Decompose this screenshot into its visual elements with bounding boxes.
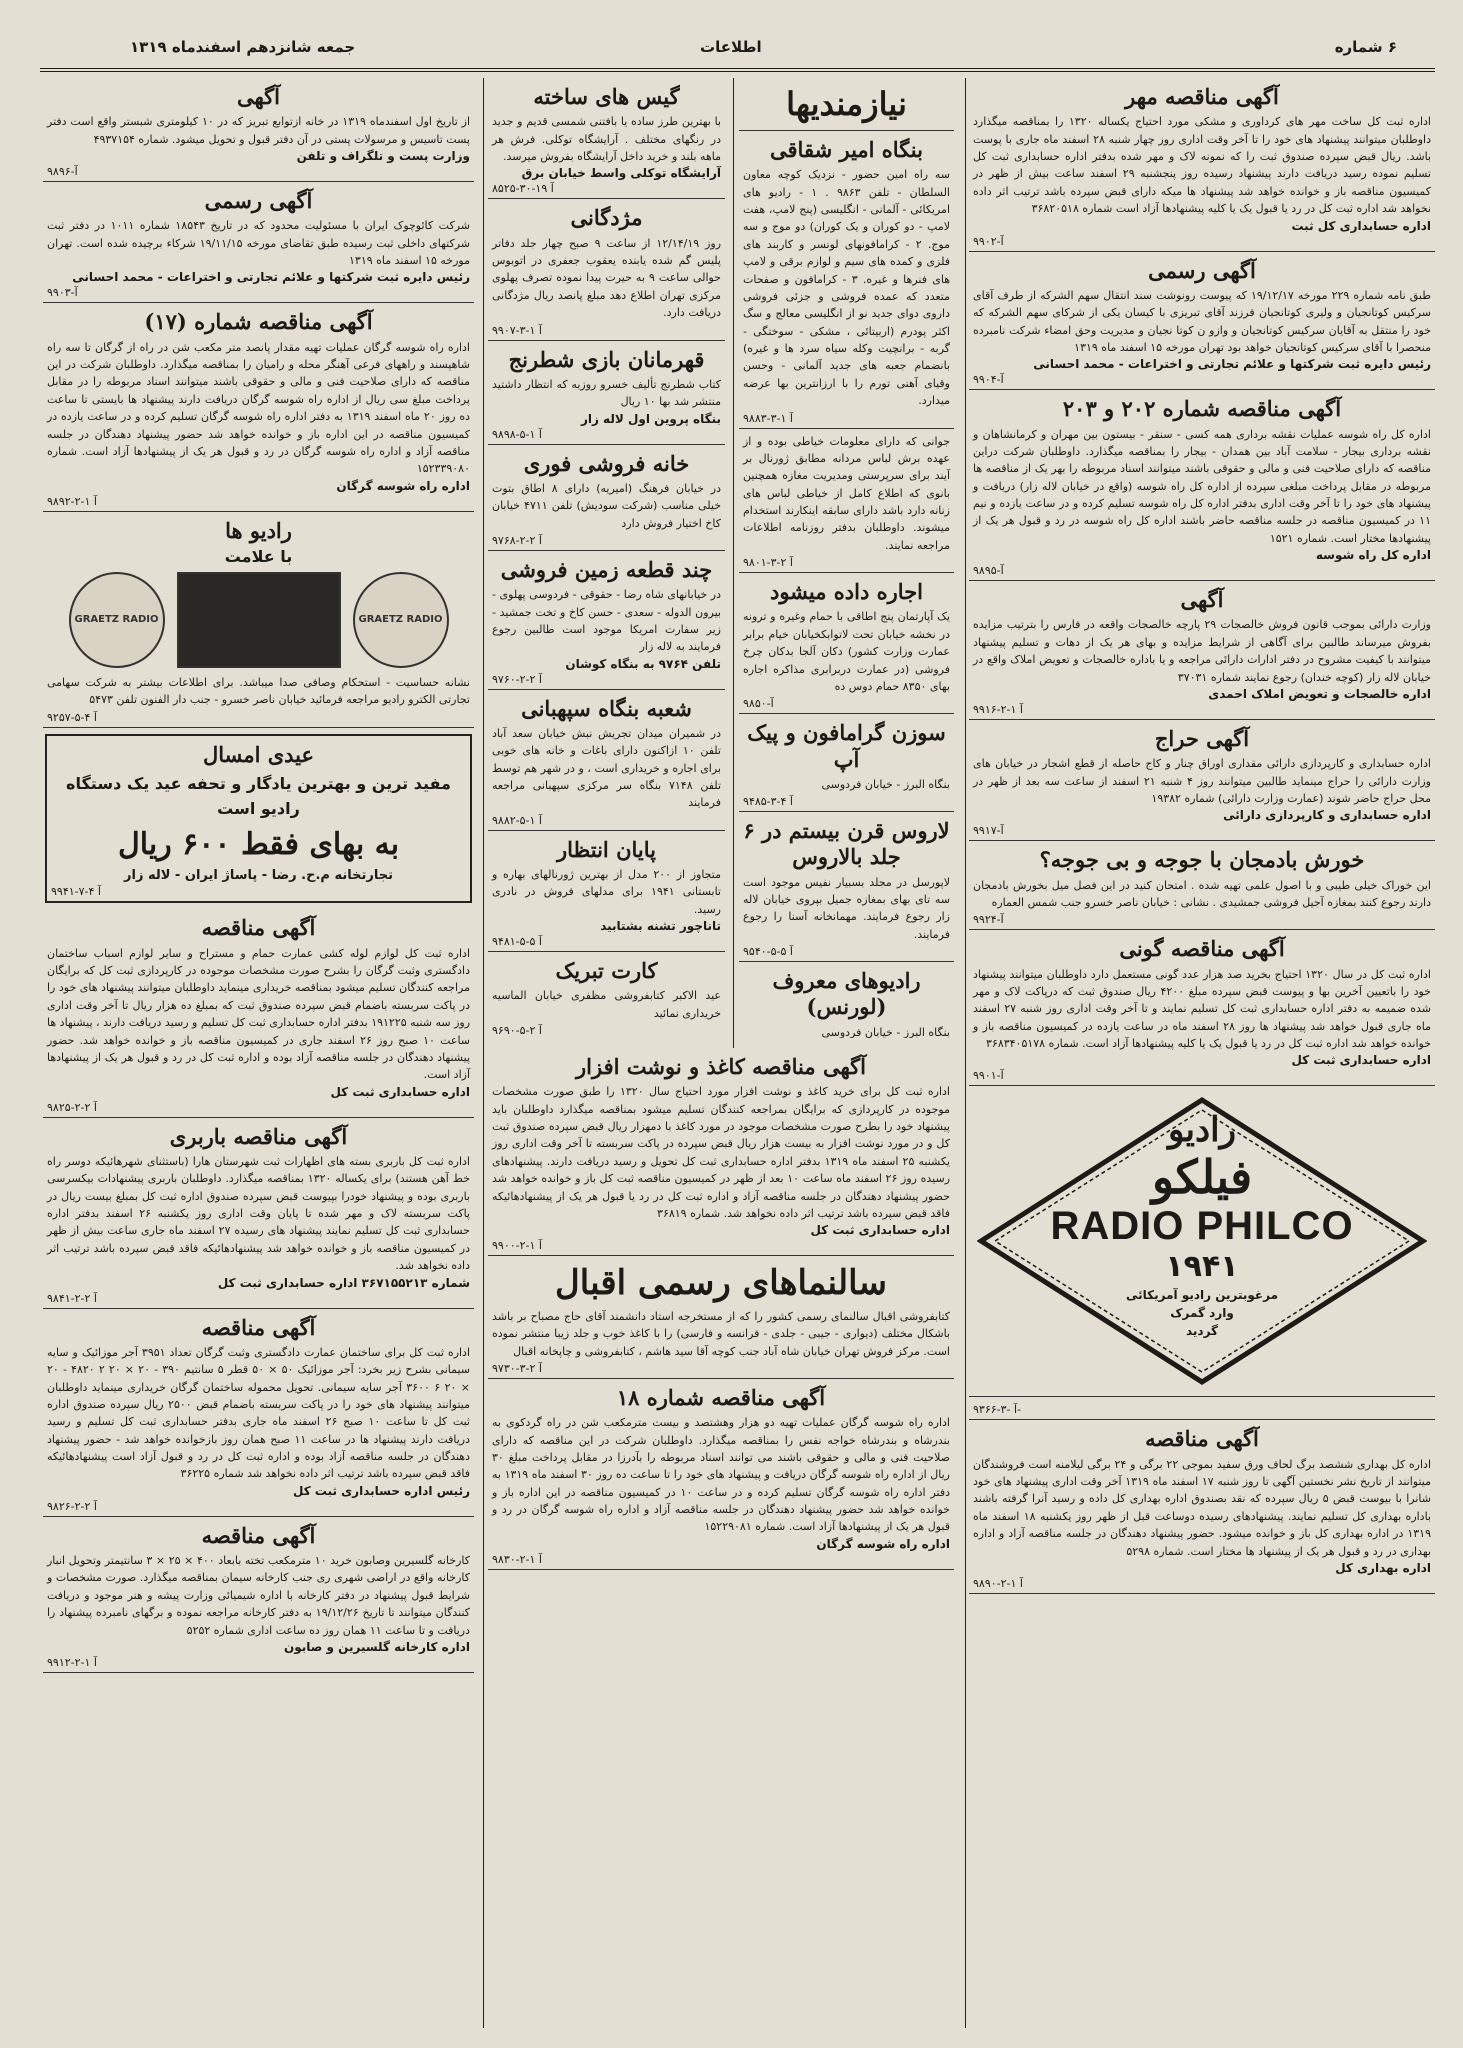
ad-code: ۹۹۰۱-آ: [973, 1069, 1004, 1083]
ad-title: آگهی مناقصه: [1145, 1426, 1259, 1452]
ad-body: نشانه حساسیت - استحکام وصافی صدا میباشد. برای اطلاعات بیشتر به شرکت سهامی تجارتی الکترو رادیو مراجعه فرمائید خیابان ناصر خسرو - جنب دار الفنون تلفن ۵۴۷۳: [47, 675, 470, 707]
column-rule: [733, 78, 734, 1048]
column-2-3-bottom: [488, 1048, 954, 2033]
ad-block: [488, 690, 725, 831]
ad-title: آگهی مناقصه مهر: [1125, 84, 1279, 109]
ad-title: رادیوهای معروف (لورنس): [772, 968, 921, 1020]
graetz-logo-icon: GRAETZ RADIO: [353, 572, 449, 668]
ad-title: آگهی رسمی: [1148, 257, 1256, 283]
ad-signature: شماره ۳۶۷۱۵۵۲۱۳ اداره حسابداری ثبت کل: [217, 1275, 470, 1290]
ad-block: [739, 812, 954, 962]
ad-title: چند قطعه زمین فروشی: [500, 556, 713, 582]
ad-body: کارخانه گلسیرین وصابون خرید ۱۰ مترمکعب تخته بابعاد ۴۰۰ × ۲۵ × ۳ سانتیمتر وتحویل انبار کارخانه واقع در اراضی شهری ری جنب کارخانه سیمان بمناقصه میگذارد. صورت مشخصات و شرایط قبول پیشنهاد در دفتر کارخانه با اداره شیمیائی وزارت پیشه و هنر موجود و دریافت کنندگان میتوانند تا تاریخ ۱۹/۱۲/۲۶ به دفتر کارخانه مراجعه نموده و برگهای نامبرده پیشنهاد را دریافت و تا ساعت ۱۱ همان روز ده ساعت اداری شماره ۵۲۵۲: [47, 1554, 470, 1637]
ad-code: ۹۳۶۶-آ -۳-: [973, 1403, 1022, 1417]
ad-title: سوزن گرامافون و پیک آپ: [747, 720, 946, 772]
ad-code: ۹۵۴۰-آ ۵-۵: [743, 945, 793, 959]
ad-code: ۹۸۹۰-آ ۱-۲: [973, 1576, 1023, 1590]
philco-sub2: وارد گمرک: [1170, 1306, 1234, 1321]
ad-title: بنگاه امیر شقاقی: [770, 137, 923, 162]
ad-signature: اداره حسابداری کل ثبت: [1291, 218, 1431, 233]
ad-signature: اداره کل راه شوسه: [1315, 548, 1431, 563]
ad-body: شرکت کائوچوک ایران با مسئولیت محدود که در تاریخ ۱۸۵۴۳ شماره ۱۰۱۱ در دفتر ثبت شرکتهای داخلی ثبت رسیده طبق تقاضای مورخه ۱۹/۱۱/۱۵ شرکاء برچیده شده است. تهران مورخه ۱۵ اسفند ماه ۱۳۱۹: [47, 219, 471, 267]
ad-block: [43, 182, 474, 303]
ad-code: ۹۹۴۱-آ ۴-۷: [51, 885, 101, 899]
ad-block: [739, 78, 954, 131]
ad-body: با بهترین طرز ساده یا بافتنی شمسی قدیم و جدید در رنگهای مختلف . آرایشگاه توکلی. فرش هر ماهه بلند و خرید داخل آرایشگاه بفروش میرسد.: [492, 115, 721, 163]
ad-signature: تلفن ۹۷۶۴ به بنگاه کوشان: [565, 656, 721, 671]
ad-block: [43, 1309, 474, 1517]
graetz-logo-row: [47, 572, 470, 668]
ad-block: [488, 341, 725, 445]
ad-body: اداره حسابداری و کارپردازی دارائی مقداری اوراق چنار و کاج حاصله از قطع اشجار در خیابان های وزارت دارائی را حراج مینماید طالبین میتوانند روز ۴ شنبه ۲۱ اسفند از ساعت سه بعد از ظهر در محل حراج حاضر شوند (عمارت وزارت دارائی) شماره ۱۹۳۸۲: [973, 757, 1431, 805]
philco-english: RADIO PHILCO: [1050, 1204, 1354, 1249]
ad-body: در شمیران میدان تجریش نبش خیابان سعد آباد تلفن ۱۰ ازاکنون دارای باغات و خانه های خوبی برای اجاره و خریداری است ، و در شهر هم توسط تلفن ۷۱۴۸ بنگاه سر مرکزی سپهبانی مراجعه فرمایند: [492, 726, 722, 810]
ad-block: [739, 962, 954, 1038]
ad-signature: رئیس دایره ثبت شرکتها و علائم تجارتی و اختراعات - محمد احسانی: [72, 270, 470, 285]
ad-signature: رئیس دایره ثبت شرکتها و علائم تجارتی و اختراعات - محمد احسانی: [1033, 357, 1431, 372]
ad-signature: اداره حسابداری و کارپردازی دارائی: [1223, 808, 1431, 823]
ad-block: [969, 1420, 1435, 1594]
ad-signature: اداره کارخانه گلسیرین و صابون: [283, 1639, 470, 1654]
ad-title: آگهی مناقصه باربری: [169, 1123, 348, 1149]
ad-title: خورش بادمجان با جوجه و بی جوجه؟: [1039, 847, 1365, 873]
ad-body: بنگاه البرز - خیابان فردوسی: [821, 1025, 950, 1038]
ad-block: [488, 952, 725, 1038]
ad-title: سالنماهای رسمی اقبال: [555, 1263, 887, 1304]
ad-code: ۹۸۳۰-آ ۱-۲: [492, 1552, 542, 1566]
ad-code: ۹۸۹۸-آ ۱-۵: [492, 427, 542, 441]
ad-body: اداره ثبت کل ساخت مهر های کرداوری و مشکی مورد احتیاج یکساله ۱۳۲۰ را بمناقصه میگذارد داوطلبان میتوانند پیشنهاد های خود را تا آخر وقت اداری روز چهار شنبه ۲۸ اسفند ماه جاری با پوست باشد. ریال قبض سپرده صندوق ثبت را که نمونه لاک و مهر شده بدفتر اداره حسابداری ثبت کل تسلیم نموده رسید دریافت دارند پیشنهاد رسیده روز پنجشنبه ۲۹ اسفند ساعت بیش از ظهر در کمیسیون مناقصه باز و خوانده خواهد شد پیشنهاد ها میکه دارای قبض سپرده باشد ترتیب اثر داده نخواهد شد اداره ثبت کل در رد یا قبول یک یا کلیه پیشنهادها آزاد است شماره ۳۶۸۲۰۵۱۸: [973, 115, 1431, 216]
newspaper-name: اطلاعات: [700, 38, 762, 56]
ad-code: ۹۸۵۰-آ: [743, 697, 774, 711]
ad-title: گیس های ساخته: [533, 84, 680, 109]
ad-code: ۹۴۸۵-آ ۴-۳: [743, 795, 793, 809]
ad-title: نیازمندیها: [786, 85, 907, 123]
ad-title: آگهی مناقصه: [201, 1314, 316, 1340]
ad-block: [488, 1256, 954, 1379]
ad-body: در خیابانهای شاه رضا - حقوقی - فردوسی پهلوی - بیرون الدوله - سعدی - حسن کاخ و تخت جمشید - زیر سفارت امریکا موجود است طالبین رجوع فرمایند به لاله زار: [492, 588, 721, 654]
ad-block: [739, 131, 954, 429]
ad-code: ۹۹۰۳-آ: [47, 286, 78, 300]
ad-title: آگهی حراج: [1154, 725, 1250, 751]
ad-body: در خیابان فرهنگ (امیریه) دارای ۸ اطاق بتوت خیلی مناسب (شرکت سودیش) تلفن ۴۷۱۱ خیابان کاخ اختیار فروش دارد: [492, 481, 722, 530]
ad-title: آگهی: [1180, 587, 1224, 613]
ad-body: متجاوز از ۲۰۰ مدل از بهترین ژورنالهای بهاره و تابستانی ۱۹۴۱ برای مدلهای فروش در نادری رسید.: [492, 868, 721, 916]
ad-body: یک آپارتمان پنج اطاقی با حمام وغیره و ترونه در نخشه خیابان تحت لاتوابکخیابان خیام برابر عمارت وزارت کشور) دکان آلجا بدکان چرخ فروشی (در عمارت دربرابری مذاکره اجاره بهای ۸۳۵۰ حمام دوس ده: [743, 610, 950, 693]
ad-block: [969, 252, 1435, 391]
ad-body: اداره کل راه شوسه عملیات نقشه برداری همه کسی - سنقر - بیستون بین مهران و کرمانشاهان و نقشه برداری بیجار - سلامت آباد بین همدان - بیجار را بمناقصه میگذارد. داوطلبان شرکت دراین مناقصه که دارای صلاحیت فنی و مالی و حقوقی باشند میتوانند اسناد مربوطه را بهر یک از مناقصه ها مربوطه در مقابل پرداخت مبلغی سپرده از اداره کل راه شوسه (واقع در خیابان لاله زار) دریافت و پیشنهاد های خود را تا آخر وقت اداری بدفتر اداره کل راه شوسه تسلیم کرده و در ساعت یازده و نیم ۱۱ در کمیسیون مناقصه در جلسه مناقصه حاضر باشند اداره کل راه شوسه در رد و قبول هر یک از پیشنهادها مختار است. شماره ۱۵۲۱: [973, 427, 1431, 545]
column-2: [739, 78, 954, 1038]
ad-code: ۹۷۶۸-آ ۲-۲: [492, 533, 542, 547]
ad-block: [739, 429, 954, 574]
ad-block: [969, 720, 1435, 841]
ad-body: طبق نامه شماره ۲۲۹ مورخه ۱۹/۱۲/۱۷ که پیوست رونوشت سند انتقال سهم الشرکه از طرف آقای سرکیس کوتانجیان و ولیری کوتانجیان فرزند آقای تبریزی با کیسان یکی از شرکای سهم الشرکه که خود را منتقل به آقایان سرکیس کوتانجیان و وازو ن کوتا نجیان و مدیریت وحق امضاء شرکت نامبرده منحصرا با آقای سرکیس کوتانجیان خواهد بود تهران مورخه ۱۵ اسفند ماه ۱۳۱۹: [973, 288, 1431, 354]
ad-signature: تاناچور تشنه بشتابید: [600, 919, 721, 934]
ad-block: [969, 930, 1435, 1086]
ad-body: اداره راه شوسه گرگان عملیات تهیه مقدار پانصد متر مکعب شن در راه از گرگان تا سه راه شاهپسند و راههای فرعی آهنگر محله و رامیان را بمناقصه میگذارد. داوطلبان شرکت در این مناقصه که دارای صلاحیت فنی و مالی و حقوقی باشند میتوانند اسناد مربوطه را در مقابل پرداخت مبلغ سی ریال از اداره راه شوسه گرگان دریافت دارند پیشنهاد ها بایستی تا ساعت ده روز ۲۰ ماه اسفند ۱۳۱۹ به دفتر اداره راه شوسه گرگان تسلیم کرده و در ساعت یازده در کمیسیون مناقصه در این اداره باز و خوانده خواهد شد حضور پیشنهاد دهندگان در جلسه مناقصه آزاد و اداره راه شوسه گرگان در رد و قبول هر یک از پیشنهادها آزاد است. شماره ۱۵۲۳۳۹۰۸۰: [47, 340, 471, 476]
ad-title: آگهی مناقصه: [201, 1522, 316, 1548]
ad-code: ۹۲۵۷-آ ۴-۵: [47, 710, 97, 724]
ad-title: پایان انتظار: [556, 836, 656, 862]
ad-title: مژدگانی: [570, 205, 643, 231]
ad-block: [969, 1396, 1435, 1420]
ad-price: به بهای فقط ۶۰۰ ریال: [117, 827, 400, 863]
philco-persian: فیلکو: [1151, 1150, 1253, 1205]
graetz-logo-icon: GRAETZ RADIO: [69, 572, 165, 668]
philco-title: رادیو: [1167, 1110, 1237, 1151]
ad-title: کارت تبریک: [555, 958, 658, 984]
ad-code: ۹۴۸۱-آ ۵-۵: [492, 935, 542, 949]
ad-body: جوانی که دارای معلومات خیاطی بوده و از عهده برش لباس مردانه مطابق ژورنال بر آیند برای سرپرستی ومدیریت مغازه همچنین بانوی که اطلاع کامل از خیاطی لباس های زنانه دارد باشد دارای سابقه اینکارند استخدام میشوند. داوطلبان بدفتر روزنامه اطلاعات مراجعه نمایند.: [743, 434, 950, 552]
ad-title: آگهی مناقصه کاغذ و نوشت افزار: [576, 1054, 866, 1079]
ad-block: [488, 199, 725, 340]
ad-title: آگهی مناقصه شماره ۲۰۲ و ۲۰۳: [1062, 396, 1342, 422]
ad-code: ۹۸۸۲-آ ۱-۵: [492, 813, 542, 827]
ad-block: [969, 390, 1435, 581]
ad-signature: اداره حسابداری ثبت کل: [810, 1223, 950, 1238]
ad-body: این خوراک خیلی طیبی و با اصول علمی تهیه شده . امتحان کنید در این فصل میل بخورش بادمجان دارند رجوع کنند بمغازه آجیل فروشی جمشیدی . نشانی : خیابان ناصر خسرو جنب شمس العماره: [973, 878, 1431, 909]
ad-block: [488, 1379, 954, 1570]
ad-block: [488, 78, 725, 199]
ad-body: اداره ثبت کل در سال ۱۳۲۰ احتیاج بخرید صد هزار عدد گونی مستعمل دارد داوطلبان میتوانند پیشنهاد خود را باتعیین آخرین بها و پیوست قبض سپرده مبلغ ۴۲۰۰ ریال صندوق ثبت که درپاکت لاک و مهر شده ضمیمه به دفتر اداره حسابداری ثبت کل تسلیم نمایند و تا آخر وقت اداری روز شنبه ۲۷ اسفند ماه جاری قبول خواهد شد پیشنهاد ها روز ۲۸ اسفند ماه در ساعت یازده در کمیسیون مناقصه باز و خوانده خواهد شد اداره ثبت کل در رد یا قبول یک یا کلیه پیشنهادها آزاد است. شماره ۳۶۸۳۴۰۵۱۷۸: [973, 967, 1431, 1050]
ad-code: ۹۸۹۶-آ: [47, 165, 78, 178]
ad-code: ۹۹۰۰-آ ۱-۲: [492, 1239, 542, 1253]
ad-block: [488, 831, 725, 952]
philco-sub1: مرغوبترین رادیو آمریکائی: [1126, 1288, 1278, 1303]
page-number: ۶ شماره: [1334, 38, 1397, 56]
ad-title: لاروس قرن بیستم در ۶ جلد بالاروس: [743, 818, 950, 870]
ad-body: اداره کل بهداری ششصد برگ لحاف ورق سفید بموجی ۲۲ برگی و ۲۴ برگی لیلامنه است فروشندگان میتوانند از تاریخ نشر نخستین آگهی تا روز شنبه ۱۷ اسفند ماه ۱۳۱۹ آخر وقت اداری پیشنهاد های خود شانرا با بیوست قبض ۵ ریال سپرده که نقد بصندوق اداره بهداری کل داده و رسید آنرا گرفته باشند باداره بهداری کل تسلیم نمایند. پیشنهادهای رسیده دوساعت قبل از ظهر روز یکشنبه ۱۸ اسفند ماه ۱۳۱۹ در اداره بهداری کل باز و خوانده میشود. حضور پیشنهاد دهندگان در جلسه مناقصه آزاد و اداره بهداری در رد و قبول هر یک از پیشنهاد ها مختار است. شماره ۵۲۹۸: [973, 1457, 1432, 1558]
ad-signature: وزارت پست و تلگراف و تلفن: [296, 149, 470, 163]
ad-title: قهرمانان بازی شطرنج: [508, 346, 705, 372]
ad-block: [43, 1118, 474, 1309]
ad-body: اداره ثبت کل برای خرید کاغذ و نوشت افزار مورد احتیاج سال ۱۳۲۰ را طبق صورت مشخصات موجوده در کارپردازی که برایگان بمراجعه کنندگان تسلیم میشود بمناقصه میگذارد داوطلبان باید پیشنهاد خود را بطرح صورت مشخصات موجود در مورد کاغذ با دمهزار ریال قبض سپرده صندوق ثبت کل و در مورد نوشت افزار به بیست هزار ریال قبض سپرده در پاکت سربسته تا آخر وقت اداری روز یکشنبه ۲۵ اسفند ماه ۱۳۱۹ بدفتر اداره حسابداری ثبت کل تحویل و رسید دریافت دارند. پیشنهادهای رسیده روز ۲۶ اسفند ماه ساعت ۱۰ بعد از ظهر در کمیسیون مناقصه ثبت کل باز و خوانده خواهد شد حضور پیشنهاد دهندگان در جلسه مناقصه آزاد و اداره ثبت کل در رد یا قبول هر یک از پیشنهادهائیکه فاقد قبض سپرده باشد ترتیب اثر داده نخواهد شد. شماره ۳۶۸۱۹: [492, 1085, 951, 1220]
page-header: [40, 26, 1435, 72]
ad-signature: اداره خالصجات و تعویض املاک احمدی: [1208, 686, 1431, 701]
ad-signature: اداره بهداری کل: [1335, 1560, 1431, 1575]
ad-body: اداره ثبت کل برای ساختمان عمارت دادگستری وثبت گرگان تعداد ۳۹۵۱ آجر موزائیک و سایه سیمانی بشرح زیر بخرد: آجر موزائیک ۵۰ × ۵۰ قطر ۵ سانتیم ۳۹۰ - ۲۰ × ۲۰ ۲ ۴۸۲۰ - ۲۰ × ۲۰ ۶ ۳۶۰۰ آجر سایه سیمانی. تحویل محموله ساختمان گرگان خریداری مینماید داوطلبان میتوانند پیشنهاد های خود را در پاکت سربسته باضمام قبض ۲۵۰۰ ریال سپرده صندوق اداره ثبت کل تا ساعت ۱۰ صبح ۲۶ اسفند ماه جاری بدفتر حسابداری ثبت کل تسلیم و رسید دریافت دارند پیشنهاد ها در ساعت ۱۱ صبح همان روز بازخوانده خواهد شد - حضور پیشنهاد دهندگان در جلسه مناقصه آزاد بوده و اداره ثبت کل در رد و قبول آزاد است پیشنهادهائیکه فاقد قبض سپرده باشد ترتیب اثر داده نخواهد شد شماره ۳۶۲۲۵: [47, 1345, 471, 1481]
column-rule: [965, 78, 966, 2028]
ad-code: ۹۹۲۴-آ: [973, 913, 1004, 927]
ad-subtitle: با علامت: [224, 546, 293, 566]
ad-code: ۹۹۱۲-آ ۱-۲: [47, 1655, 97, 1669]
ad-title: عیدی امسال: [202, 741, 315, 767]
ad-code: ۹۹۱۷-آ: [973, 824, 1004, 838]
ad-body: بنگاه البرز - خیابان فردوسی: [821, 777, 950, 791]
ad-code: ۹۸۹۵-آ: [973, 564, 1004, 578]
ad-block: [969, 841, 1435, 930]
ad-title: خانه فروشی فوری: [523, 450, 690, 476]
ad-signature: آرایشگاه توکلی واسط خیابان برق: [521, 166, 721, 181]
ad-title: آگهی مناقصه گونی: [1119, 936, 1285, 962]
ad-code: ۹۷۳۰-آ ۲-۳: [492, 1361, 542, 1375]
ad-code: ۸۵۲۵-آ ۱۹-۳۰: [492, 182, 554, 196]
ad-title: آگهی رسمی: [204, 188, 313, 213]
ad-signature: اداره راه شوسه گرگان: [336, 478, 470, 493]
ad-title: آگهی مناقصه شماره ۱۸: [616, 1384, 826, 1410]
ad-title: رادیو ها: [225, 517, 292, 543]
ad-block: [43, 303, 474, 511]
ad-body: اداره ثبت کل لوازم لوله کشی عمارت حمام و مستراح و سایر لوازم اسباب ساختمان دادگستری وثبت گرگان را بشرح صورت مشخصات موجوده در کارپردازی ثبت کل که برایگان مراجعه کنندگان تسلیم میشود بمناقصه خریداری مینماید داوطلبان میتوانند پیشنهاد های خود را در پاکت سربسته باضمام قبض سپرده صندوق ثبت که بمبلغ ده هزار ریال تا آخر وقت اداری روز سه شنبه ۱۹۱۲۲۵ بدفتر اداره حسابداری ثبت کل تسلیم و رسید دریافت دارند ، پیشنهاد ها ساعت ۱۰ صبح روز ۲۶ اسفند جاری در کمیسیون مناقصه باز و خوانده خواهد شد. حضور پیشنهاد دهندگان در جلسه مناقصه آزاد بوده و اداره ثبت کل در رد و قبول هر یک از پیشنهادها آزاد است.: [47, 946, 471, 1082]
philco-year: ۱۹۴۱: [1165, 1249, 1239, 1285]
issue-date: جمعه شانزدهم اسفندماه ۱۳۱۹: [130, 38, 356, 56]
ad-signature: اداره حسابداری ثبت کل: [1291, 1053, 1431, 1068]
ad-block: [45, 734, 472, 904]
ad-block: [488, 1048, 954, 1256]
ad-body: لاپورسل در مجلد بسبیار نفیس موجود است سه تای بهای بمغازه جمیل بپروی خیابان لاله زار رجوع فرمایند. مهمانخانه آسنا را رجوع فرمایند.: [743, 875, 950, 941]
ad-body: کتاب شطرنج تألیف خسرو روزبه که انتظار داشتید منتشر شد بها ۱۰ ریال: [492, 377, 721, 409]
ad-body: از تاریخ اول اسفندماه ۱۳۱۹ در خانه ازتوابع تبریز که در ۱۰ کیلومتری شبستر واقع است دفتر پست تاسیس و مرسولات پستی در آن دفتر قبول و تحویل میشود. شماره ۴۹۳۷۱۵۴: [47, 115, 470, 146]
ad-block: [739, 714, 954, 812]
ad-code: ۹۶۹۰-آ ۲-۵: [492, 1024, 542, 1038]
ad-title: آگهی: [236, 84, 280, 109]
ad-block: [488, 445, 725, 551]
ad-code: ۹۸۰۱-آ ۲-۳: [743, 556, 793, 570]
ad-code: ۹۹۰۷-آ ۱-۳: [492, 323, 542, 337]
ad-block: [739, 573, 954, 714]
ad-body: سه راه امین حضور - نزدیک کوچه معاون السلطان - تلفن ۹۸۶۳ . ۱ - رادیو های امریکائی - آلمانی - انگلیسی (پنج لامپ، هفت لامپ - دو کوران و یک کوران) دو موج و سه موج. ۲ - کرامافونهای لونسر و کاربند های فلزی و کمده های سیم و لوازم برقی و لامپ های فنرها و غیره. ۳ - کرامافون و صفحات متعدد که عمده فروشی و جزئی فروشی داروی دوای جدید نو از انگلیسی معالج و سگ اکثر پودرم (اربیتائی ، مشکی - سوختگی - گربه - برانچیت وکله سیاه سرد ها و غیره) بانضمام جعبه های جدید آلمانی - وحسن وقیای آهنی تورم را با ارزانترین بها عرضه میدارد.: [743, 168, 951, 408]
ad-body: وزارت دارائی بموجب قانون فروش خالصجات ۲۹ پارچه خالصجات واقعه در فارس را بترتیب مزایده بفروش میرساند طالبین برای آگاهی از شرایط مزایده و بهای هر یک از دهات و تسلیم پیشنهاد میتوانند با کیفیت مشروح در دفتر ادارات دارائی مراجعه و یا باداره خالصجات و تعویض املاک واقع در خیابان لاله زار (کوچه خندان) رجوع نمایند شماره ۳۷۰۳۱: [973, 618, 1431, 684]
ad-body: اداره ثبت کل باربری بسته های اظهارات ثبت شهرستان هارا (باستثنای شهرهائیکه دوسر راه خط آهن هستند) برای یکساله ۱۳۲۰ بمناقصه میگذارد. داوطلبان باربری پیشنهادات بیکسرسی باربری بوده و پیشنهاد خودرا بپیوست قبض سپرده صندوق اداره ثبت کل بمبلغ بیست ریال در پاکت سربسته لاک و مهر شده تا پایان وقت اداری روز یکشنبه ۲۶ اسفند بدفتر اداره حسابداری ثبت کل تسلیم نمایند پیشنهاد های رسیده ۲۷ اسفند ماه جاری ساعت بیش از ظهر در کمیسیون مناقصه باز و خوانده خواهد شد پیشنهادهائیکه فاقد قبض سپرده باشد ترتیب اثر داده نخواهد شد.: [47, 1154, 470, 1273]
ad-body: عید الاکبر کتابفروشی مظفری خیابان الماسیه خریداری نمائید: [492, 989, 721, 1020]
ad-signature: رئیس اداره حسابداری ثبت کل: [293, 1483, 470, 1498]
column-rule: [483, 78, 484, 2028]
ad-address: تجارتخانه م.ح. رضا - پاساژ ایران - لاله زار: [124, 868, 393, 884]
ad-signature: اداره راه شوسه گرگان: [816, 1536, 950, 1551]
ad-block: [969, 78, 1435, 252]
ad-signature: اداره حسابداری ثبت کل: [330, 1084, 470, 1099]
ad-block: [969, 581, 1435, 720]
radio-set-image: [177, 572, 341, 668]
ad-code: ۹۸۴۱-آ ۲-۲: [47, 1291, 97, 1305]
ad-code: ۹۷۶۰-آ ۲-۲: [492, 672, 542, 686]
ad-code: ۹۹۰۴-آ: [973, 373, 1004, 387]
column-4: [43, 78, 474, 2033]
philco-sub3: گردید: [1185, 1324, 1219, 1339]
ad-body: روز ۱۲/۱۴/۱۹ از ساعت ۹ صبح چهار جلد دفاتر پلیس گم شده یابنده یعقوب جعفری در اتوبوس حوالی ساعت ۹ به حیرت پیدا نموده تصرف پهلوی مرکزی تهران اطلاع دهد مبلغ پانصد ریال مژدگانی دریافت دارد.: [492, 236, 722, 320]
ad-signature: بنگاه پروین اول لاله زار: [580, 411, 721, 426]
ad-title: آگهی مناقصه: [201, 915, 316, 941]
ad-body: کتابفروشی اقبال سالنمای رسمی کشور را که از مستخرجه استاد دانشمند آقای حاج مصباح بر باشد باشکال مختلف (دیواری - جیبی - جلدی - فرانسه و فارسی) را با کاغذ خوب و جلد زیبا منتشر نموده است. مرکز فروش تهران خیابان شاه آباد جنب کوچه آقا سید هاشم ، کتابفروشی و چاپخانه اقبال: [492, 1309, 950, 1358]
ad-code: ۹۸۸۳-آ ۱-۳: [743, 411, 793, 425]
ad-body: اداره راه شوسه گرگان عملیات تهیه دو هزار وهشتصد و بیست مترمکعب شن در راه گردکوی به بندرشاه و بندرشاه خواجه نفس را بمناقصه میگذارد. داوطلبان شرکت در این مناقصه که دارای صلاحیت فنی و مالی و حقوقی باشند می توانند اسناد مربوطه را بآدرزا در مقابل پرداخت مبلغ ۳۰ ریال از اداره راه شوسه گرگان دریافت و پیشنهاد های خود را تا ساعت ده روز ۳۰ اسفند ماه ۱۳۱۹ به دفتر اداره راه شوسه گرگان تسلیم کرده و در ساعت ۱۰ در کمیسیون مناقصه در این اداره باز و خوانده خواهد شد حضور پیشنهاد دهندگان در جلسه مناقصه آزاد و اداره راه شوسه گرگان در رد و قبول هر یک از پیشنهادها آزاد است. شماره ۱۵۲۲۹۰۸۱: [492, 1416, 951, 1534]
ad-block: [43, 909, 474, 1117]
ad-code: ۹۸۲۶-آ ۲-۲: [47, 1499, 97, 1513]
ad-code: ۹۹۱۶-آ ۱-۲: [973, 702, 1023, 716]
ad-block: [488, 551, 725, 690]
philco-radio-ad: [977, 1096, 1427, 1386]
column-1: [969, 78, 1435, 2033]
ad-block: [43, 512, 474, 728]
ad-title: آگهی مناقصه شماره (۱۷): [144, 309, 373, 335]
ad-code: ۹۹۰۲-آ: [973, 234, 1004, 248]
ad-title: شعبه بنگاه سپهبانی: [521, 695, 692, 721]
ad-body: مفید ترین و بهترین یادگار و تحفه عید یک دستگاه رادیو است: [66, 773, 451, 819]
ad-title: اجاره داده میشود: [769, 579, 924, 605]
ad-block: [43, 1517, 474, 1673]
ad-code: ۹۸۹۲-آ ۱-۲: [47, 494, 97, 508]
ad-block: [43, 78, 474, 182]
column-3: [488, 78, 725, 1038]
ad-code: ۹۸۲۵-آ ۲-۲: [47, 1100, 97, 1114]
